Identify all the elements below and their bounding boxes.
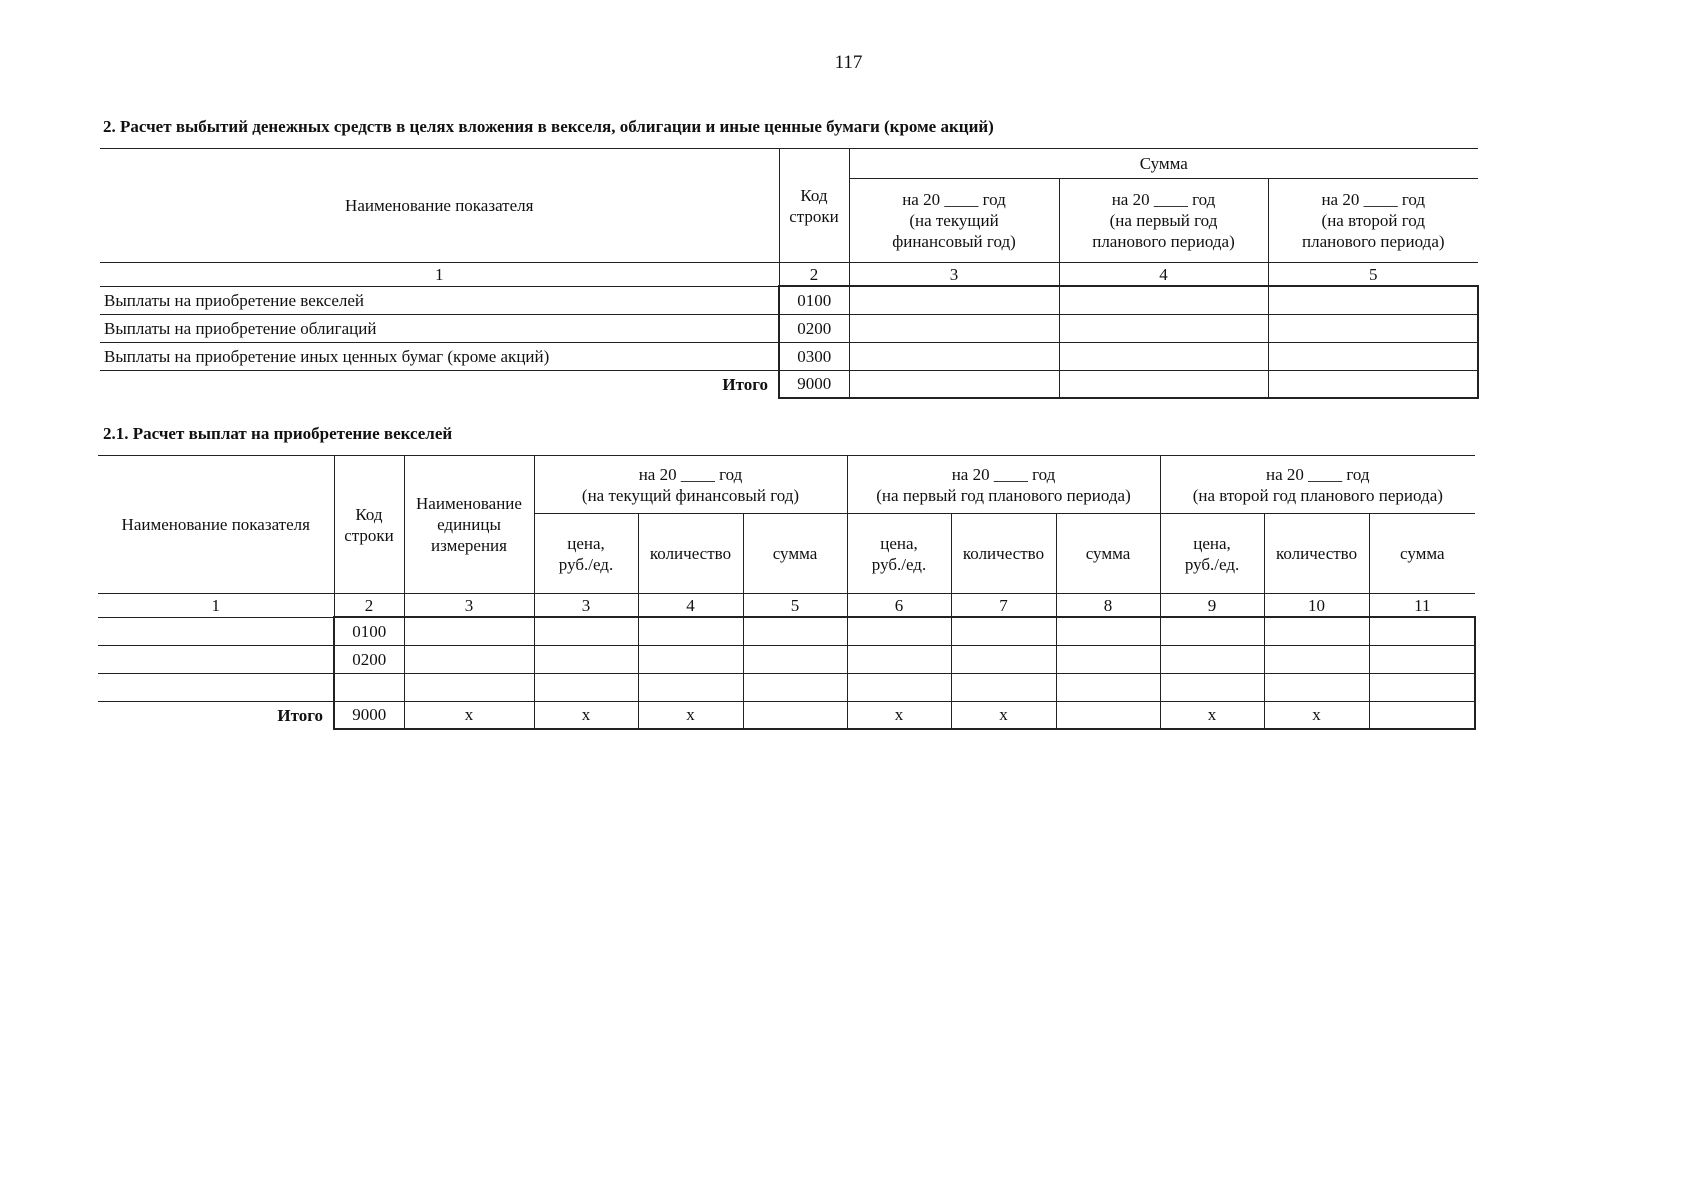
cell-x: x: [951, 701, 1056, 729]
header-sum: сумма: [743, 514, 847, 594]
col-number: 8: [1056, 594, 1160, 618]
header-price: цена, руб./ед.: [1160, 514, 1264, 594]
cell-value[interactable]: [534, 617, 638, 645]
header-name: Наименование показателя: [98, 456, 334, 594]
row-code: 0200: [779, 314, 849, 342]
cell-value[interactable]: [404, 673, 534, 701]
table-section-2: [100, 148, 1479, 399]
header-code: Код строки: [334, 456, 404, 594]
cell-value[interactable]: [1369, 645, 1475, 673]
cell-value[interactable]: [638, 617, 743, 645]
cell-value[interactable]: [849, 370, 1059, 398]
cell-x: x: [847, 701, 951, 729]
col-number: 10: [1264, 594, 1369, 618]
header-qty: количество: [638, 514, 743, 594]
row-name[interactable]: [98, 617, 334, 645]
row-code: 0200: [334, 645, 404, 673]
col-number: 9: [1160, 594, 1264, 618]
col-number: 4: [1059, 263, 1268, 287]
header-year-first: на 20 ____ год (на первый год планового периода): [1059, 179, 1268, 263]
table-row: [100, 314, 1478, 342]
col-number: 3: [404, 594, 534, 618]
cell-value[interactable]: [847, 645, 951, 673]
page-number: 117: [834, 52, 863, 73]
cell-value[interactable]: [1264, 645, 1369, 673]
cell-value[interactable]: [1056, 645, 1160, 673]
cell-value[interactable]: [743, 673, 847, 701]
row-name[interactable]: [98, 673, 334, 701]
header-code: Код строки: [779, 149, 849, 263]
col-number: 5: [743, 594, 847, 618]
row-name: Выплаты на приобретение облигаций: [100, 314, 779, 342]
header-sum: Сумма: [849, 149, 1478, 179]
cell-x: x: [1264, 701, 1369, 729]
cell-value[interactable]: [1059, 370, 1268, 398]
header-sum: сумма: [1369, 514, 1475, 594]
header-price: цена, руб./ед.: [847, 514, 951, 594]
cell-value[interactable]: [1268, 314, 1478, 342]
col-number: 11: [1414, 595, 1431, 615]
table-row-total: [98, 701, 1475, 729]
row-code: 0100: [334, 617, 404, 645]
cell-value[interactable]: [743, 645, 847, 673]
row-name: Выплаты на приобретение векселей: [100, 286, 779, 314]
col-number: 2: [779, 263, 849, 287]
cell-value[interactable]: [1268, 342, 1478, 370]
cell-value[interactable]: [1056, 617, 1160, 645]
cell-value[interactable]: [1369, 617, 1475, 645]
cell-value[interactable]: [951, 645, 1056, 673]
cell-value[interactable]: [1264, 617, 1369, 645]
cell-value[interactable]: [1059, 286, 1268, 314]
col-number: 1: [100, 263, 779, 287]
section-2-1-title: 2.1. Расчет выплат на приобретение векселей: [103, 424, 453, 443]
cell-value[interactable]: [1268, 286, 1478, 314]
table-row: [100, 286, 1478, 314]
row-code: 0300: [779, 342, 849, 370]
header-qty: количество: [1264, 514, 1369, 594]
cell-x: x: [534, 701, 638, 729]
cell-value[interactable]: [1369, 701, 1475, 729]
cell-value[interactable]: [743, 701, 847, 729]
cell-value[interactable]: [847, 617, 951, 645]
cell-value[interactable]: [1160, 645, 1264, 673]
col-number: 4: [638, 594, 743, 618]
header-year-second: на 20 ____ год (на второй год планового периода): [1268, 179, 1478, 263]
cell-value[interactable]: [847, 673, 951, 701]
cell-value[interactable]: [1056, 673, 1160, 701]
row-name: Выплаты на приобретение иных ценных бумаг (кроме акций): [100, 342, 779, 370]
col-number: 1: [98, 594, 334, 618]
cell-value[interactable]: [849, 286, 1059, 314]
table-row-total: [100, 370, 1478, 398]
cell-x: x: [1160, 701, 1264, 729]
header-qty: количество: [951, 514, 1056, 594]
row-code: 0100: [779, 286, 849, 314]
table-row: [98, 617, 1475, 645]
cell-value[interactable]: [1056, 701, 1160, 729]
total-code: 9000: [779, 370, 849, 398]
cell-value[interactable]: [534, 673, 638, 701]
cell-value[interactable]: [1160, 673, 1264, 701]
cell-value[interactable]: [638, 645, 743, 673]
col-number: 6: [847, 594, 951, 618]
header-year-second: на 20 ____ год (на второй год планового периода): [1160, 456, 1475, 514]
header-price: цена, руб./ед.: [534, 514, 638, 594]
cell-value[interactable]: [1369, 673, 1475, 701]
cell-value[interactable]: [849, 342, 1059, 370]
row-code: [334, 673, 404, 701]
total-label: Итого: [722, 374, 768, 394]
total-label: Итого: [277, 705, 323, 725]
header-name: Наименование показателя: [100, 149, 779, 263]
cell-value[interactable]: [1059, 342, 1268, 370]
cell-value[interactable]: [1268, 370, 1478, 398]
col-number: 7: [951, 594, 1056, 618]
total-code: 9000: [334, 701, 404, 729]
col-number: 2: [334, 594, 404, 618]
cell-value[interactable]: [743, 617, 847, 645]
table-row: [100, 342, 1478, 370]
header-unit: Наименование единицы измерения: [404, 456, 534, 594]
header-year-current: на 20 ____ год (на текущий финансовый год): [849, 179, 1059, 263]
cell-value[interactable]: [1264, 673, 1369, 701]
header-sum: сумма: [1056, 514, 1160, 594]
row-name[interactable]: [98, 645, 334, 673]
cell-x: x: [404, 701, 534, 729]
section-2-title: 2. Расчет выбытий денежных средств в целях вложения в векселя, облигации и иные ценные бумаги (кроме акций): [103, 117, 994, 136]
header-year-current: на 20 ____ год (на текущий финансовый год): [534, 456, 847, 514]
table-row: [98, 645, 1475, 673]
col-number: 3: [534, 594, 638, 618]
table-section-2-1: [98, 455, 1476, 730]
cell-value[interactable]: [849, 314, 1059, 342]
cell-value[interactable]: [951, 617, 1056, 645]
cell-value[interactable]: [951, 673, 1056, 701]
table-row: [98, 673, 1475, 701]
cell-value[interactable]: [638, 673, 743, 701]
col-number: 5: [1369, 264, 1378, 284]
cell-value[interactable]: [1160, 617, 1264, 645]
cell-x: x: [638, 701, 743, 729]
header-year-first: на 20 ____ год (на первый год планового периода): [847, 456, 1160, 514]
cell-value[interactable]: [534, 645, 638, 673]
cell-value[interactable]: [1059, 314, 1268, 342]
cell-value[interactable]: [404, 645, 534, 673]
col-number: 3: [849, 263, 1059, 287]
cell-value[interactable]: [404, 617, 534, 645]
